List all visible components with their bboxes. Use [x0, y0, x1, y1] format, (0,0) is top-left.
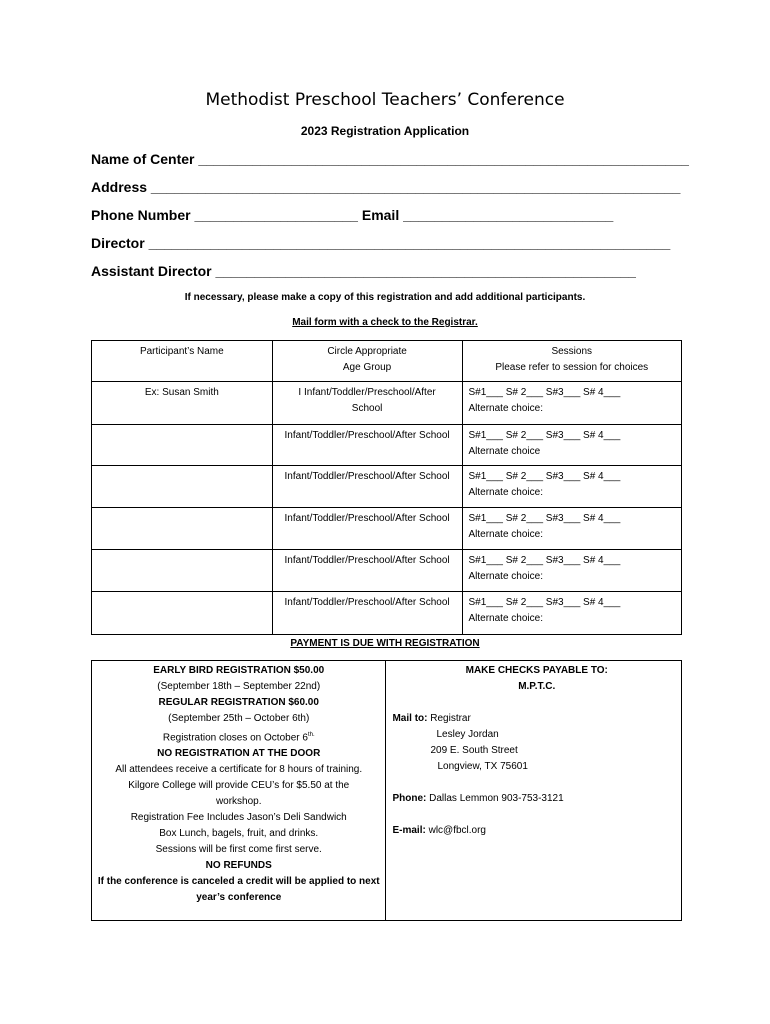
- participants-table: [91, 340, 682, 635]
- director-field[interactable]: Director ___________________________________________________________________: [91, 235, 671, 251]
- cancel-note-1: If the conference is canceled a credit will be applied to next: [97, 876, 380, 888]
- regular-dates: (September 25th – October 6th): [168, 713, 310, 724]
- fee-note-1: Registration Fee Includes Jason’s Deli Sandwich: [130, 812, 347, 824]
- mail-city: Longview, TX 75601: [437, 761, 528, 772]
- sessions-note: Sessions will be first come first serve.: [155, 844, 322, 856]
- phone-contact: Phone: Dallas Lemmon 903-753-3121: [392, 793, 564, 804]
- age-group-cell[interactable]: I Infant/Toddler/Preschool/After School: [272, 382, 462, 425]
- mail-street: 209 E. South Street: [430, 745, 518, 756]
- center-name-field[interactable]: Name of Center _______________________________________________________________: [91, 151, 689, 167]
- sessions-cell[interactable]: S#1___ S# 2___ S#3___ S# 4___ Alternate choice:: [462, 382, 682, 425]
- participant-name-input[interactable]: [92, 592, 273, 635]
- table-row: [92, 425, 682, 466]
- early-bird-dates: (September 18th – September 22nd): [157, 681, 321, 692]
- sessions-cell[interactable]: S#1___ S# 2___ S#3___ S# 4___ Alternate choice:: [462, 508, 682, 550]
- no-door-notice: NO REGISTRATION AT THE DOOR: [157, 748, 321, 760]
- payable-heading: MAKE CHECKS PAYABLE TO:: [465, 665, 608, 676]
- page-title: Methodist Preschool Teachers’ Conference: [205, 90, 565, 110]
- email-link[interactable]: wlc@fbcl.org: [428, 825, 486, 836]
- payment-contact-cell: [386, 661, 682, 921]
- email-contact: E-mail: wlc@fbcl.org: [392, 825, 486, 836]
- registration-closes: Registration closes on October $6^{th.}$: [162, 732, 315, 744]
- sessions-cell[interactable]: S#1___ S# 2___ S#3___ S# 4___ Alternate choice:: [462, 466, 682, 508]
- table-row: [92, 382, 682, 425]
- mail-to: Mail to: Registrar: [392, 713, 471, 724]
- table-row: [92, 508, 682, 550]
- header-age-group: Circle Appropriate Age Group: [272, 341, 462, 382]
- sessions-cell[interactable]: S#1___ S# 2___ S#3___ S# 4___ Alternate choice:: [462, 592, 682, 635]
- participant-name-input[interactable]: [92, 508, 273, 550]
- no-refunds: NO REFUNDS: [205, 860, 272, 872]
- ceu-note-1: Kilgore College will provide CEU’s for $5.50 at the: [128, 780, 350, 792]
- early-bird-price: EARLY BIRD REGISTRATION $50.00: [153, 665, 325, 676]
- participant-name-example: Ex: Susan Smith: [92, 382, 273, 425]
- participant-name-input[interactable]: [92, 466, 273, 508]
- page-subtitle: 2023 Registration Application: [300, 124, 470, 138]
- payment-info-cell: [92, 661, 386, 921]
- table-row: [92, 466, 682, 508]
- sessions-cell[interactable]: S#1___ S# 2___ S#3___ S# 4___ Alternate choice:: [462, 550, 682, 592]
- age-group-cell[interactable]: Infant/Toddler/Preschool/After School: [272, 508, 462, 550]
- mail-person: Lesley Jordan: [436, 729, 499, 740]
- phone-email-field[interactable]: Phone Number _____________________ Email ___________________________: [91, 207, 614, 223]
- table-row: [92, 592, 682, 635]
- assistant-director-field[interactable]: Assistant Director ______________________________________________________: [91, 263, 636, 279]
- age-group-cell[interactable]: Infant/Toddler/Preschool/After School: [272, 550, 462, 592]
- fee-note-2: Box Lunch, bagels, fruit, and drinks.: [159, 828, 319, 840]
- cancel-note-2: year’s conference: [196, 892, 282, 904]
- mail-note: Mail form with a check to the Registrar.: [292, 317, 478, 328]
- header-sessions: Sessions Please refer to session for choices: [462, 341, 682, 382]
- age-group-cell[interactable]: Infant/Toddler/Preschool/After School: [272, 592, 462, 635]
- age-group-cell[interactable]: Infant/Toddler/Preschool/After School: [272, 425, 462, 466]
- regular-price: REGULAR REGISTRATION $60.00: [158, 697, 319, 708]
- payment-due-heading: PAYMENT IS DUE WITH REGISTRATION: [290, 638, 480, 649]
- table-row: [92, 550, 682, 592]
- age-group-cell[interactable]: Infant/Toddler/Preschool/After School: [272, 466, 462, 508]
- address-field[interactable]: Address ____________________________________________________________________: [91, 179, 681, 195]
- ceu-note-2: workshop.: [215, 796, 262, 808]
- header-participant: Participant’s Name: [92, 341, 273, 382]
- participant-name-input[interactable]: [92, 550, 273, 592]
- copy-note: If necessary, please make a copy of this registration and add additional participants.: [184, 292, 586, 303]
- payee-name: M.P.T.C.: [518, 681, 556, 692]
- participant-name-input[interactable]: [92, 425, 273, 466]
- sessions-cell[interactable]: S#1___ S# 2___ S#3___ S# 4___ Alternate choice: [462, 425, 682, 466]
- certificate-note: All attendees receive a certificate for 8 hours of training.: [115, 764, 363, 776]
- payment-table: [91, 660, 682, 921]
